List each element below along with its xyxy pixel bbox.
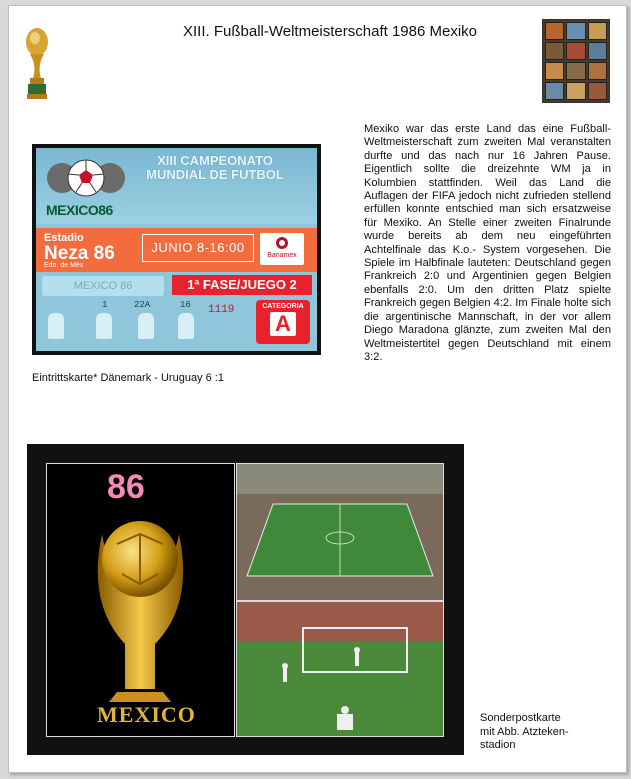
stamp-sheet-thumbnail [542, 19, 610, 103]
postcard-caption-line2: mit Abb. Atzteken- [480, 725, 569, 738]
entry-ticket [32, 144, 321, 355]
mexico86-logo: MEXICO86 [46, 202, 113, 218]
match-date: JUNIO 8-16:00 [142, 234, 254, 262]
postcard-mexico-word: MEXICO [97, 702, 196, 727]
goal-action-photo [236, 601, 444, 737]
category-badge [256, 300, 310, 344]
match-photo [237, 602, 443, 736]
postcard-number: 86 [107, 468, 145, 506]
postcard-caption-line1: Sonderpostkarte [480, 712, 561, 724]
state-label: Edo. de Méx [44, 262, 84, 269]
stadium-photo [237, 464, 443, 600]
sponsor-name: Banamex [267, 252, 297, 259]
page-title: XIII. Fußball-Weltmeisterschaft 1986 Mexiko [183, 23, 477, 40]
ticket-heading-line2: MUNDIAL DE FUTBOL [146, 167, 284, 182]
postcard [27, 444, 464, 755]
sponsor-icon [275, 236, 289, 250]
ticket-caption: Eintrittskarte* Dänemark - Uruguay 6 :1 [32, 372, 224, 384]
sponsor-badge [260, 233, 304, 265]
estadio-label: Estadio [44, 232, 84, 244]
postcard-trophy-panel [46, 463, 235, 737]
seat-number-3: 16 [180, 300, 191, 310]
pictogram-icon [178, 313, 194, 339]
category-label: CATEGORIA [262, 303, 304, 310]
ticket-stadium-band [36, 228, 317, 272]
pictogram-icon [138, 313, 154, 339]
history-paragraph: Mexiko war das erste Land das eine Fußball-Weltmeisterschaft zum zweiten Mal veranstalten durfte und das nach nur 16 Jahren Pause. Eigentlich sollte die dreizehnte WM ja in Kolumbien stattfinden. Weil das Land die Auflagen der FIFA jedoch nicht zufrieden stellend erfüllen konnte entschied man sich ersatzweise für Mexiko. An Stelle einer zweiten Finalrunde wurde bereits ab dem neu eingeführten Achtelfinale das K.o.- System vorgesehen. Die Spiele im Halbfinale lauteten: Deutschland gegen Frankreich 2:0 und Argentinien gegen Belgien ebenfalls 2:0. Um den dritten Platz spielte Frankreich gegen Belgien 4:2. Im Finale holte sich die argentinische Mannschaft, in der vor allem Diego Maradona glänzte, zum zweiten Mal den Weltmeistertitel gegen Deutschland mit einem 3:2. [364, 123, 611, 363]
pictogram-icon [48, 313, 64, 339]
ticket-face [36, 148, 317, 351]
ticket-heading [140, 154, 290, 182]
seat-number-1: 1 [102, 300, 108, 310]
postcard-caption [480, 712, 600, 753]
postcard-caption-line3: stadion [480, 739, 516, 751]
ticket-heading-line1: XIII CAMPEONATO [157, 153, 273, 168]
seat-number-2: 22A [134, 300, 151, 310]
trophy-icon [22, 20, 52, 102]
category-value: A [270, 312, 296, 336]
phase-label: 1ª FASE/JUEGO 2 [172, 275, 312, 295]
pictogram-icon [96, 313, 112, 339]
ticket-stripe: MEXICO 86 [42, 276, 164, 296]
stadium-name: Neza 86 [44, 243, 115, 264]
stadium-overview-photo [236, 463, 444, 601]
ticket-serial: 1119 [208, 304, 235, 316]
soccer-ball-icon [46, 158, 126, 198]
